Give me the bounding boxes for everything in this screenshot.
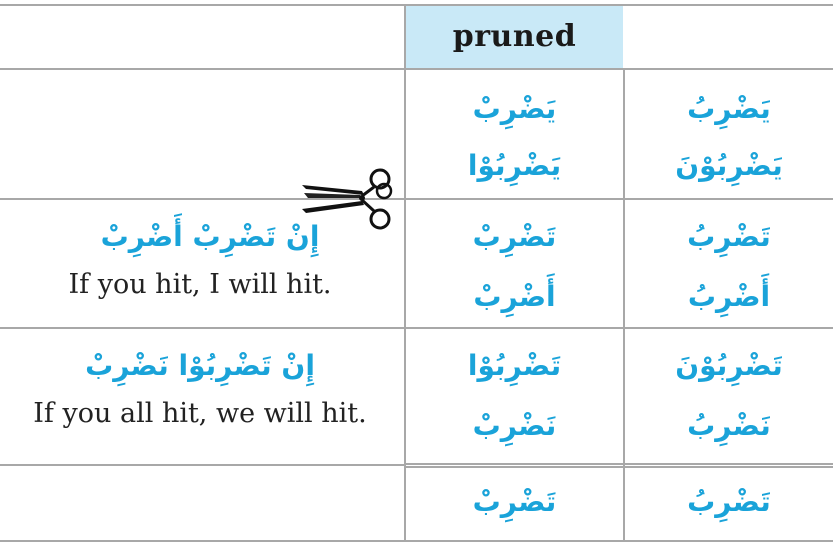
- grid-line: [0, 198, 833, 200]
- scissors-icon: [300, 165, 396, 235]
- grid-line: [0, 327, 833, 329]
- pruned-form: تَضْرِبْ: [472, 485, 557, 518]
- example-arabic: إِنْ تَضْرِبْ أَضْرِبْ: [100, 220, 320, 253]
- pruned-form: أَضْرِبْ: [473, 280, 556, 313]
- grid-line: [0, 4, 833, 6]
- example-english: If you all hit, we will hit.: [33, 398, 367, 429]
- pruned-form: يَضْرِبْ: [472, 92, 557, 125]
- pruned-header-label: pruned: [452, 19, 577, 54]
- full-form: أَضْرِبُ: [687, 280, 771, 313]
- grid-line: [0, 68, 833, 70]
- full-form: تَضْرِبُ: [687, 485, 771, 518]
- grid-line-double: [404, 463, 833, 468]
- full-form: تَضْرِبُ: [687, 220, 771, 253]
- pruned-form: نَضْرِبْ: [472, 409, 557, 442]
- pruned-form: تَضْرِبُوْا: [467, 349, 562, 382]
- full-form: نَضْرِبُ: [687, 409, 771, 442]
- full-form: يَضْرِبُوْنَ: [675, 149, 783, 182]
- grid-line: [404, 5, 406, 542]
- grid-line: [0, 464, 404, 466]
- full-form: يَضْرِبُ: [687, 92, 771, 125]
- pruned-form: تَضْرِبْ: [472, 220, 557, 253]
- example-arabic: إِنْ تَضْرِبُوْا نَضْرِبْ: [85, 349, 315, 382]
- example-english: If you hit, I will hit.: [68, 269, 332, 300]
- full-form: تَضْرِبُوْنَ: [675, 349, 783, 382]
- pruned-form: يَضْرِبُوْا: [467, 149, 562, 182]
